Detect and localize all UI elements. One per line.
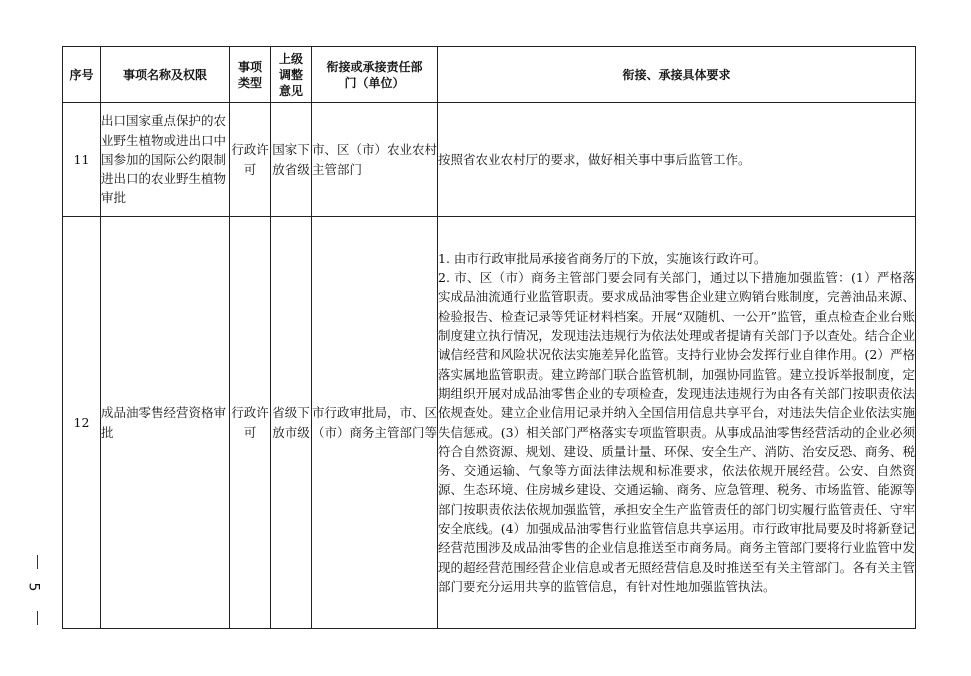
row-name: 成品油零售经营资格审批 <box>101 217 230 629</box>
page-number-dash <box>37 611 38 625</box>
page-number-value: 5 <box>25 582 42 592</box>
row-type: 行政许可 <box>230 217 271 629</box>
row-dept: 市行政审批局，市、区（市）商务主管部门等 <box>312 217 438 629</box>
item-table <box>62 46 916 629</box>
row-level: 省级下放市级 <box>271 217 312 629</box>
header-dept: 衔接或承接责任部门（单位） <box>312 47 438 103</box>
requirement-paragraph: 按照省农业农村厅的要求，做好相关事中事后监管工作。 <box>438 151 751 167</box>
requirement-paragraph: 2. 市、区（市）商务主管部门要会同有关部门，通过以下措施加强监管：(1）严格落实成品油流通行业监管职责。要求成品油零售企业建立购销台账制度，完善油品来源、检验报告、检查记录等凭证材料档案。开展“双随机、一公开”监管，重点检查企业台账制度建立执行情况，发现违法违规行为依法处理或者提请有关部门予以查处。结合企业诚信经营和风险状况依法实施差异化监管。支持行业协会发挥行业自律作用。(2）严格落实属地监管职责。建立跨部门联合监管机制，加强协同监管。建立投诉举报制度，定期组织开展对成品油零售企业的专项检查，发现违法违规行为由各有关部门按职责依法依规查处。建立企业信用记录并纳入全国信用信息共享平台，对违法失信企业依法实施失信惩戒。(3）相关部门严格落实专项监管职责。从事成品油零售经营活动的企业必须符合自然资源、规划、建设、质量计量、环保、安全生产、消防、治安反恐、商务、税务、交通运输、气象等方面法律法规和标准要求，依法依规开展经营。公安、自然资源、生态环境、住房城乡建设、交通运输、商务、应急管理、税务、市场监管、能源等部门按职责依法依规加强监管，承担安全生产监管责任的部门切实履行监管责任、守牢安全底线。(4）加强成品油零售行业监管信息共享运用。市行政审批局要及时将新登记经营范围涉及成品油零售的企业信息推送至市商务局。商务主管部门要将行业监管中发现的超经营范围经营企业信息或者无照经营信息及时推送至有关主管部门。各有关主管部门要充分运用共享的监管信息，有针对性地加强监管执法。 <box>438 270 915 594</box>
page-number-dash <box>37 555 38 569</box>
header-name: 事项名称及权限 <box>101 47 230 103</box>
row-name: 出口国家重点保护的农业野生植物或进出口中国参加的国际公约限制进出口的农业野生植物审批 <box>101 103 230 217</box>
header-level: 上级调整意见 <box>271 47 312 103</box>
table-row <box>63 217 916 629</box>
page-number <box>20 555 56 625</box>
table-row <box>63 103 916 217</box>
row-level: 国家下放省级 <box>271 103 312 217</box>
row-requirements <box>438 217 916 629</box>
row-requirements <box>438 103 916 217</box>
header-req: 衔接、承接具体要求 <box>438 47 916 103</box>
row-seq: 12 <box>63 217 101 629</box>
header-type: 事项类型 <box>230 47 271 103</box>
table-header-row <box>63 47 916 103</box>
row-dept: 市、区（市）农业农村主管部门 <box>312 103 438 217</box>
row-type: 行政许可 <box>230 103 271 217</box>
row-seq: 11 <box>63 103 101 217</box>
requirement-paragraph: 1. 由市行政审批局承接省商务厅的下放，实施该行政许可。 <box>438 250 767 266</box>
header-seq: 序号 <box>63 47 101 103</box>
